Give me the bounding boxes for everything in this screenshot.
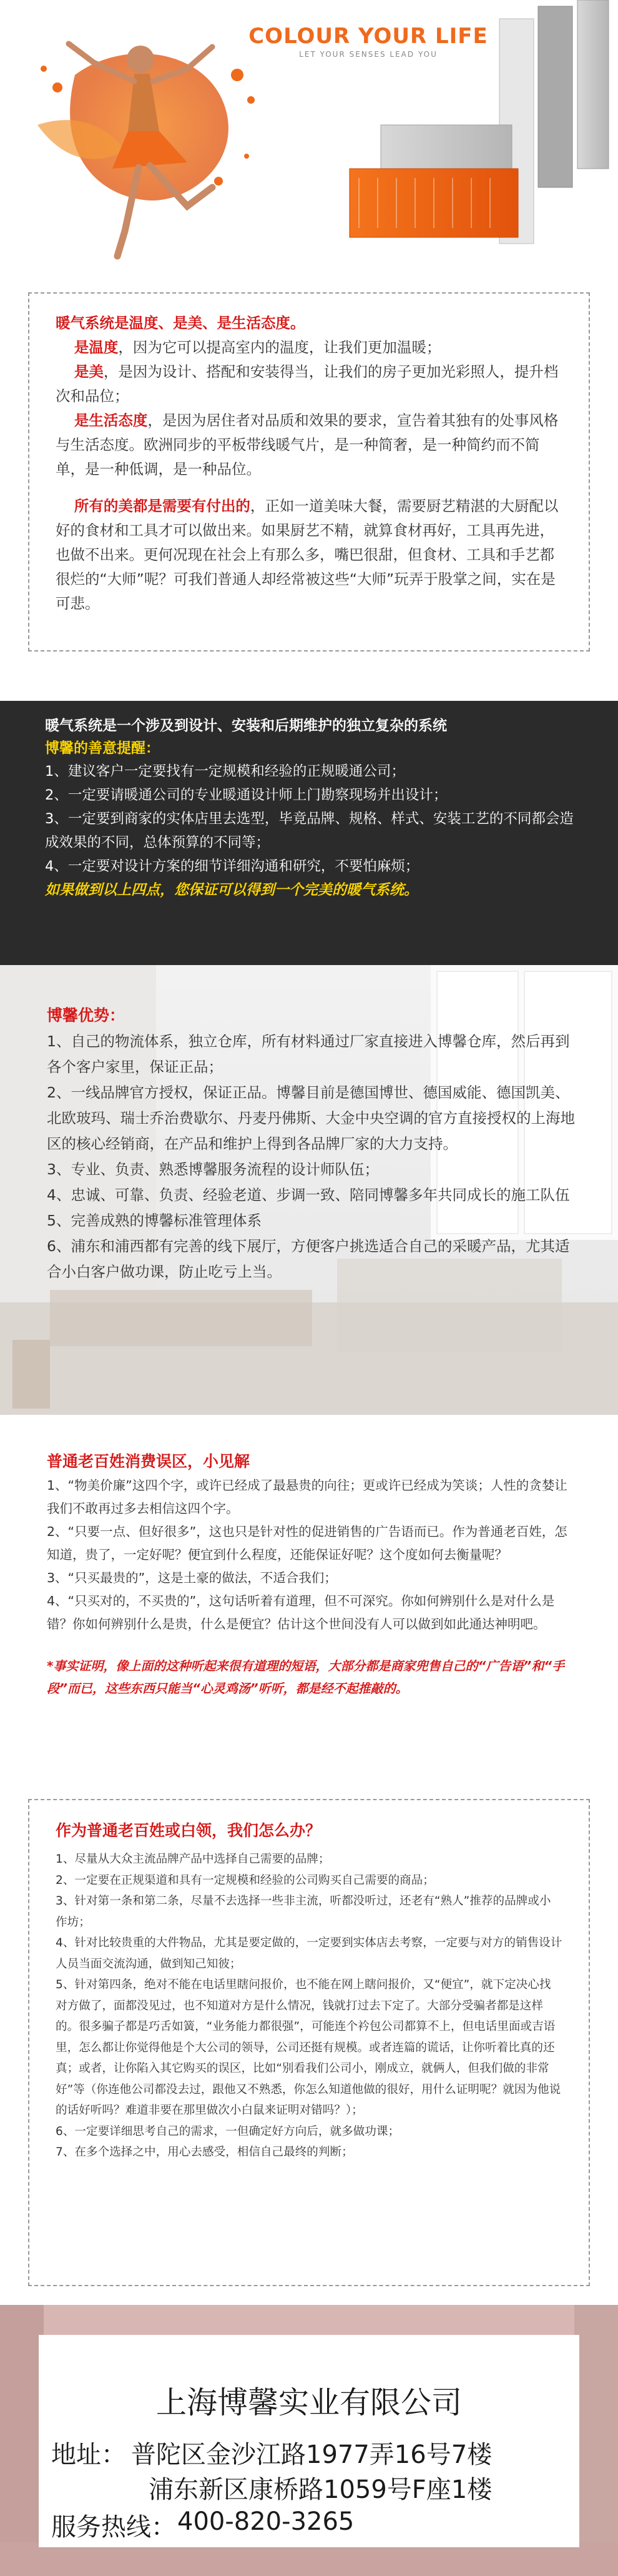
advantages-item: 2、一线品牌官方授权，保证正品。博馨目前是德国博世、德国威能、德国凯美、北欧玻玛、瑞士乔治费歇尔、丹麦丹佛斯、大金中央空调的官方直接授权的上海地区的核心经销商，在产品和维护上得到各品牌厂家的大力支持。 xyxy=(47,1084,575,1152)
advantages-content xyxy=(47,1003,577,1285)
hotline-label: 服务热线： xyxy=(51,2513,176,2542)
advantages-item: 3、专业、负责、熟悉博馨服务流程的设计师队伍； xyxy=(47,1161,379,1178)
advice-item: 1、尽量从大众主流品牌产品中选择自己需要的品牌； xyxy=(56,1853,330,1866)
intro-paragraph-2: 是美，是因为设计、搭配和安装得当，让我们的房子更加光彩照人，提升档次和品位； xyxy=(56,363,559,405)
hotline-number[interactable]: 400-820-3265 xyxy=(177,2507,355,2536)
misconceptions-item: 1、“物美价廉”这四个字，或许已经成了最悬贵的向往；更或许已经成为笑谈；人性的贪婪让我们不敢再过多去相信这四个字。 xyxy=(47,1478,567,1516)
tips-item: 3、一定要到商家的实体店里去选型，毕竟品牌、规格、样式、安装工艺的不同都会造成效果的不同，总体预算的不同等； xyxy=(45,811,574,851)
company-name: 上海博馨实业有限公司 xyxy=(155,2385,462,2420)
advice-item: 2、一定要在正规渠道和具有一定规模和经验的公司购买自己需要的商品； xyxy=(56,1873,434,1887)
tips-item: 4、一定要对设计方案的细节详细沟通和研究，不要怕麻烦； xyxy=(45,858,419,874)
tips-closing: 如果做到以上四点，您保证可以得到一个完美的暖气系统。 xyxy=(45,882,418,898)
advantages-item: 4、忠诚、可靠、负责、经验老道、步调一致、陪同博馨多年共同成长的施工队伍 xyxy=(47,1186,570,1204)
misconceptions-heading: 普通老百姓消费误区，小见解 xyxy=(47,1452,250,1470)
advantages-item: 1、自己的物流体系，独立仓库，所有材料通过厂家直接进入博馨仓库，然后再到各个客户家里，保证正品； xyxy=(47,1033,570,1076)
brand-block xyxy=(237,24,499,59)
tips-section xyxy=(0,701,618,974)
hero-banner xyxy=(0,0,618,269)
misconceptions-item: 4、“只买对的，不买贵的”，这句话听着有道理，但不可深究。你如何辨别什么是对什么是错？你如何辨别什么是贵，什么是便宜？估计这个世间没有人可以做到如此通达神明吧。 xyxy=(47,1593,555,1632)
advantages-section xyxy=(0,965,618,1415)
misconceptions-item: 2、“只要一点、但好很多”，这也只是针对性的促进销售的广告语而已。作为普通老百姓，怎知道，贵了，一定好呢？便宜到什么程度，还能保证好呢？这个度如何去衡量呢？ xyxy=(47,1524,567,1562)
advice-box xyxy=(28,1799,590,2286)
tips-subheading: 博馨的善意提醒： xyxy=(45,740,160,756)
advantages-item: 5、完善成熟的博馨标准管理体系 xyxy=(47,1212,262,1229)
intro-heading: 暖气系统是温度、是美、是生活态度。 xyxy=(56,314,305,332)
advice-item: 3、针对第一条和第二条，尽量不去选择一些非主流，听都没听过，还老有“熟人”推荐的品牌或小作坊； xyxy=(56,1895,551,1929)
tips-item: 1、建议客户一定要找有一定规模和经验的正规暖通公司； xyxy=(45,763,405,780)
address-line-1: 普陀区金沙江路1977弄16号7楼 xyxy=(131,2440,493,2469)
address-line-2: 浦东新区康桥路1059号F座1楼 xyxy=(149,2475,493,2504)
brand-subtitle: LET YOUR SENSES LEAD YOU xyxy=(299,50,438,59)
advice-item: 5、针对第四条，绝对不能在电话里瞎问报价，也不能在网上瞎问报价，又“便宜”，就下定决心找对方做了，面都没见过，也不知道对方是什么情况，钱就打过去下定了。大部分受骗者都是这样的。很多骗子都是巧舌如簧，“业务能力都很强”，可能连个衿包公司都算不上，但电话里面或吉语里，怎么都让你觉得他是个大公司的领导，公司还挺有规模。或者连篇的谎话，让你听着比真的还真；或者，让你陷入其它购买的误区，比如“别看我们公司小，刚成立，就俩人，但我们做的非常好”等（你连他公司都没去过，跟他又不熟悉，你怎么知道他做的很好，用什么证明呢？就因为他说的话好听吗？难道非要在那里做次小白鼠来证明对错吗？）； xyxy=(56,1978,561,2117)
tips-item: 2、一定要请暖通公司的专业暖通设计师上门勘察现场并出设计； xyxy=(45,787,448,803)
contact-card xyxy=(39,2335,579,2547)
intro-box xyxy=(28,292,590,651)
footer xyxy=(0,2305,618,2576)
address-label: 地址： xyxy=(51,2440,126,2469)
advice-item: 4、针对比较贵重的大件物品，尤其是要定做的，一定要到实体店去考察，一定要与对方的销售设计人员当面交流沟通，做到知己知彼； xyxy=(56,1936,562,1971)
advice-heading: 作为普通老百姓或白领，我们怎么办？ xyxy=(56,1821,321,1840)
misconceptions-note: *事实证明，像上面的这种听起来很有道理的短语，大部分都是商家兜售自己的“广告语”和“手段”而已，这些东西只能当“心灵鸡汤”听听，都是经不起推敲的。 xyxy=(47,1658,565,1696)
advice-item: 7、在多个选择之中，用心去感受，相信自己最终的判断； xyxy=(56,2146,353,2159)
advantages-item: 6、浦东和浦西都有完善的线下展厅，方便客户挑选适合自己的采暖产品，尤其适合小白客户做功课，防止吃亏上当。 xyxy=(47,1237,570,1281)
advice-item: 6、一定要详细思考自己的需求，一但确定好方向后，就多做功课； xyxy=(56,2124,400,2138)
brand-title: COLOUR YOUR LIFE xyxy=(248,24,488,49)
intro-paragraph-4: 所有的美都是需要有付出的，正如一道美味大餐，需要厨艺精湛的大厨配以好的食材和工具才可以做出来。如果厨艺不精，就算食材再好，工具再先进，也做不出来。更何况现在社会上有那么多，嘴巴很甜，但食材、工具和手艺都很烂的“大师”呢？可我们普通人却经常被这些“大师”玩弄于股掌之间，实在是可悲。 xyxy=(56,497,559,612)
misconceptions-item: 3、“只买最贵的”，这是土豪的做法，不适合我们； xyxy=(47,1570,337,1585)
intro-paragraph-1: 是温度，因为它可以提高室内的温度，让我们更加温暖； xyxy=(74,339,441,356)
intro-paragraph-3: 是生活态度，是因为居住者对品质和效果的要求，宣告着其独有的处事风格与生活态度。欧洲同步的平板带线暖气片，是一种简奢，是一种简约而不简单，是一种低调，是一种品位。 xyxy=(56,412,559,478)
advantages-heading: 博馨优势： xyxy=(47,1006,125,1024)
misconceptions-section xyxy=(0,1437,618,1786)
tips-heading: 暖气系统是一个涉及到设计、安装和后期维护的独立复杂的系统 xyxy=(45,718,447,734)
